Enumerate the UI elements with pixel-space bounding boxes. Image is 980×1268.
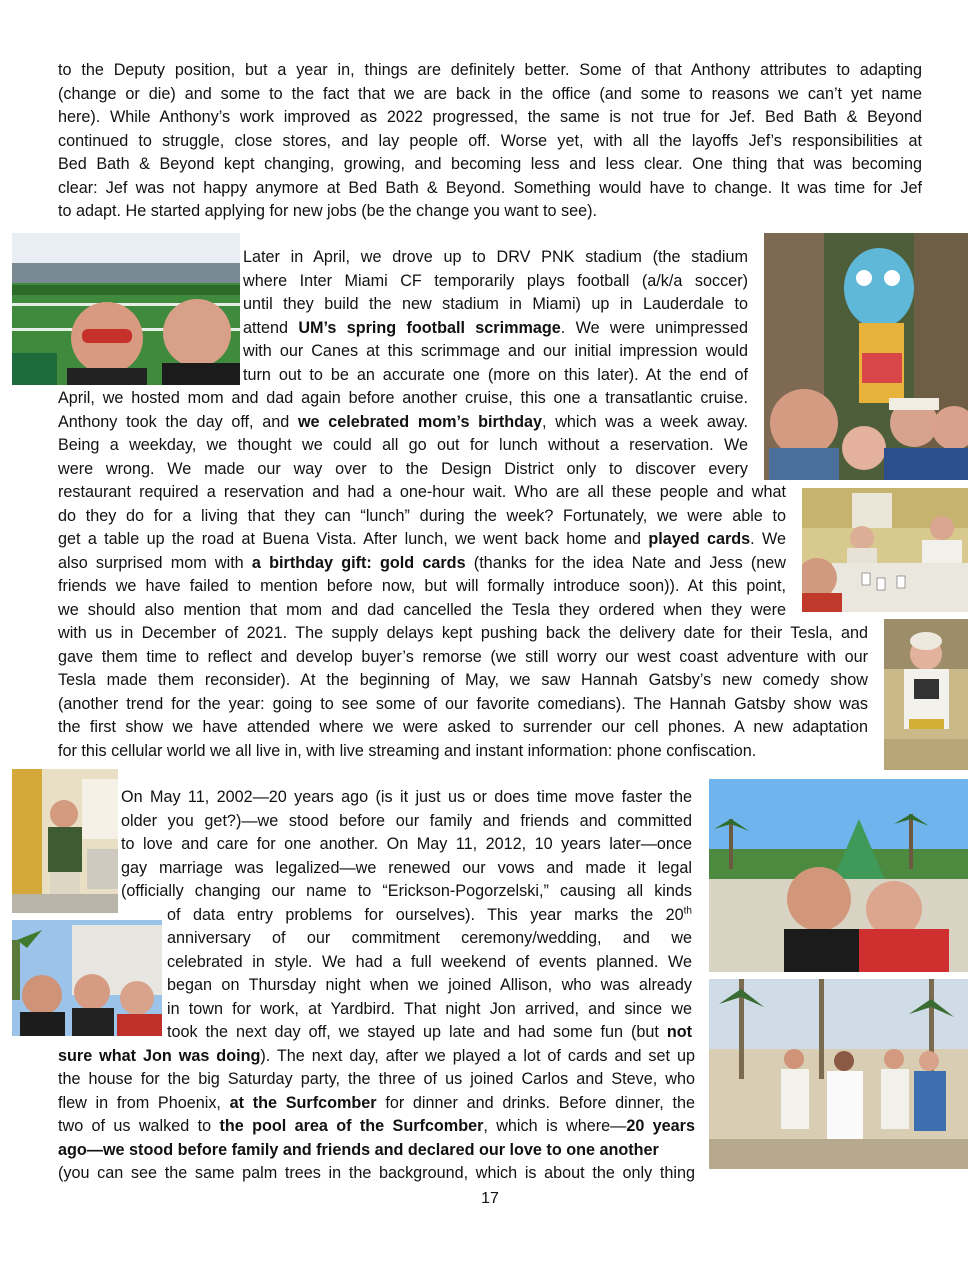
text-line: Being a weekday, we thought we could all go out for lunch without a reservation. We xyxy=(58,436,748,454)
text-line: with us in December of 2021. The supply delays kept pushing back the delivery date for their Tesla, and xyxy=(58,624,868,642)
text-line: gave them time to reflect and develop buyer’s remorse (we still worry our west coast adventure with our xyxy=(58,647,868,666)
text-line: On May 11, 2002—20 years ago (is it just us or does time move faster the xyxy=(121,788,692,806)
text-line: (another trend for the year: going to see some of our favorite comedians). The Hannah Gatsby show was xyxy=(58,694,868,713)
text-line: where Inter Miami CF temporarily plays football (a/k/a soccer) xyxy=(243,271,748,290)
text-line: celebrated in style. We had a full weekend of events planned. We xyxy=(167,952,692,971)
text-line: April, we hosted mom and dad again before another cruise, this one a transatlantic cruise. xyxy=(58,389,748,407)
text-line: of data entry problems for ourselves). This year marks the 20th xyxy=(167,905,692,924)
three-friends-selfie-photo xyxy=(12,920,162,1036)
text-line: Tesla made them reconsider). At the beginning of May, we saw Hannah Gatsby’s new comedy show xyxy=(58,671,868,689)
stadium-selfie-photo xyxy=(12,233,240,385)
bold-text: the pool area of the Surfcomber xyxy=(219,1117,484,1135)
text-line: Later in April, we drove up to DRV PNK stadium (the stadium xyxy=(243,248,748,266)
text-line: to adapt. He started applying for new jobs (be the change you want to see). xyxy=(58,202,598,220)
text-line: in town for work, at Yardbird. That night Jon arrived, and since we xyxy=(167,999,692,1018)
bold-text: played cards xyxy=(648,530,751,548)
text-line: for this cellular world we all live in, with live streaming and instant information: phone confiscation. xyxy=(58,741,757,760)
text-line: we should also mention that mom and dad cancelled the Tesla they ordered when they were xyxy=(58,600,786,619)
page-number: 17 xyxy=(481,1190,499,1207)
text-line: began on Thursday night when we joined Allison, who was already xyxy=(167,976,692,994)
text-line: (change or die) and some to the fact that we are back in the office (and some to reasons we can’t yet name xyxy=(58,84,922,103)
text-line: took the next day off, we stayed up late and had some fun (but not xyxy=(167,1023,692,1041)
text-line: friends we have failed to mention before now, but will formally introduce soon)). At this point, xyxy=(58,577,786,595)
bold-text: not xyxy=(666,1023,692,1041)
text-line: the first show we have attended where we were asked to surrender our cell phones. A new adaptation xyxy=(58,718,868,736)
text-line: until they build the new stadium in Miami) up in Lauderdale to xyxy=(243,295,748,313)
text-line: attend UM’s spring football scrimmage. We were unimpressed xyxy=(243,318,748,337)
text-line: continued to struggle, close stores, and lay people off. Worse yet, with all the layoffs Jef’s responsibilities at xyxy=(58,131,922,150)
text-line: turn out to be an accurate one (more on this later). At the end of xyxy=(243,365,748,384)
vow-ceremony-photo xyxy=(709,979,968,1169)
text-line: the house for the big Saturday party, the three of us joined Carlos and Steve, who xyxy=(58,1070,695,1088)
text-line: sure what Jon was doing). The next day, after we played a lot of cards and set up xyxy=(58,1046,695,1065)
text-line xyxy=(58,1139,695,1163)
bold-text: we celebrated mom’s birthday xyxy=(297,412,543,431)
text-line: here). While Anthony’s work improved as 2022 progressed, the same is not true for Jef. Bed Bath & Beyond xyxy=(58,108,922,126)
text-line: Anthony took the day off, and we celebrated mom’s birthday, which was a week away. xyxy=(58,412,748,431)
bold-text: 20 years xyxy=(626,1117,695,1135)
text-line: anniversary of our commitment ceremony/wedding, and we xyxy=(167,929,692,947)
mom-gold-cards-photo xyxy=(884,619,968,770)
text-line: (officially changing our name to “Erickson-Pogorzelski,” causing all kinds xyxy=(121,882,692,900)
pool-selfie-photo xyxy=(709,779,968,972)
text-line: older you get?)—we stood before our family and friends and committed xyxy=(121,811,692,830)
colorful-statue-family-photo xyxy=(764,233,968,480)
superscript-text: th xyxy=(683,905,692,917)
text-line: to love and care for one another. On May 11, 2012, 10 years later—once xyxy=(121,835,692,853)
bold-text: a birthday gift: gold cards xyxy=(251,553,466,572)
bold-text: ago—we stood before family and friends and declared our love to one another xyxy=(58,1140,659,1159)
text-line: to the Deputy position, but a year in, things are definitely better. Some of that Anthony attributes to adapting xyxy=(58,61,922,79)
text-line: (you can see the same palm trees in the background, which is about the only thing xyxy=(58,1164,695,1182)
text-line: were wrong. We made our way over to the Design District only to discover every xyxy=(58,459,748,478)
text-line: also surprised mom with a birthday gift: gold cards (thanks for the idea Nate and Jess (new xyxy=(58,553,786,572)
bold-text: UM’s spring football scrimmage xyxy=(298,318,561,337)
text-line: with our Canes at this scrimmage and our initial impression would xyxy=(243,342,748,360)
text-line: restaurant required a reservation and had a one-hour wait. Who are all these people and what xyxy=(58,483,786,501)
bold-text: at the Surfcomber xyxy=(229,1093,377,1112)
bold-text: sure what Jon was doing xyxy=(58,1046,261,1065)
text-line: clear: Jef was not happy anymore at Bed Bath & Beyond. Something would have to change. It was time for Jef xyxy=(58,178,922,197)
playing-cards-photo xyxy=(802,488,968,612)
text-line: flew in from Phoenix, at the Surfcomber for dinner and drinks. Before dinner, the xyxy=(58,1093,695,1112)
text-line: gay marriage was legalized—we renewed our vows and made it legal xyxy=(121,858,692,877)
text-line: get a table up the road at Buena Vista. After lunch, we went back home and played cards. We xyxy=(58,530,786,548)
text-line: two of us walked to the pool area of the Surfcomber, which is where—20 years xyxy=(58,1117,695,1135)
text-line: do they do for a living that they can “lunch” during the week? Fortunately, we were able to xyxy=(58,506,786,525)
kitchen-pose-photo xyxy=(12,769,118,913)
text-line: Bed Bath & Beyond kept changing, growing, and becoming less and less clear. One thing that was becoming xyxy=(58,155,922,173)
